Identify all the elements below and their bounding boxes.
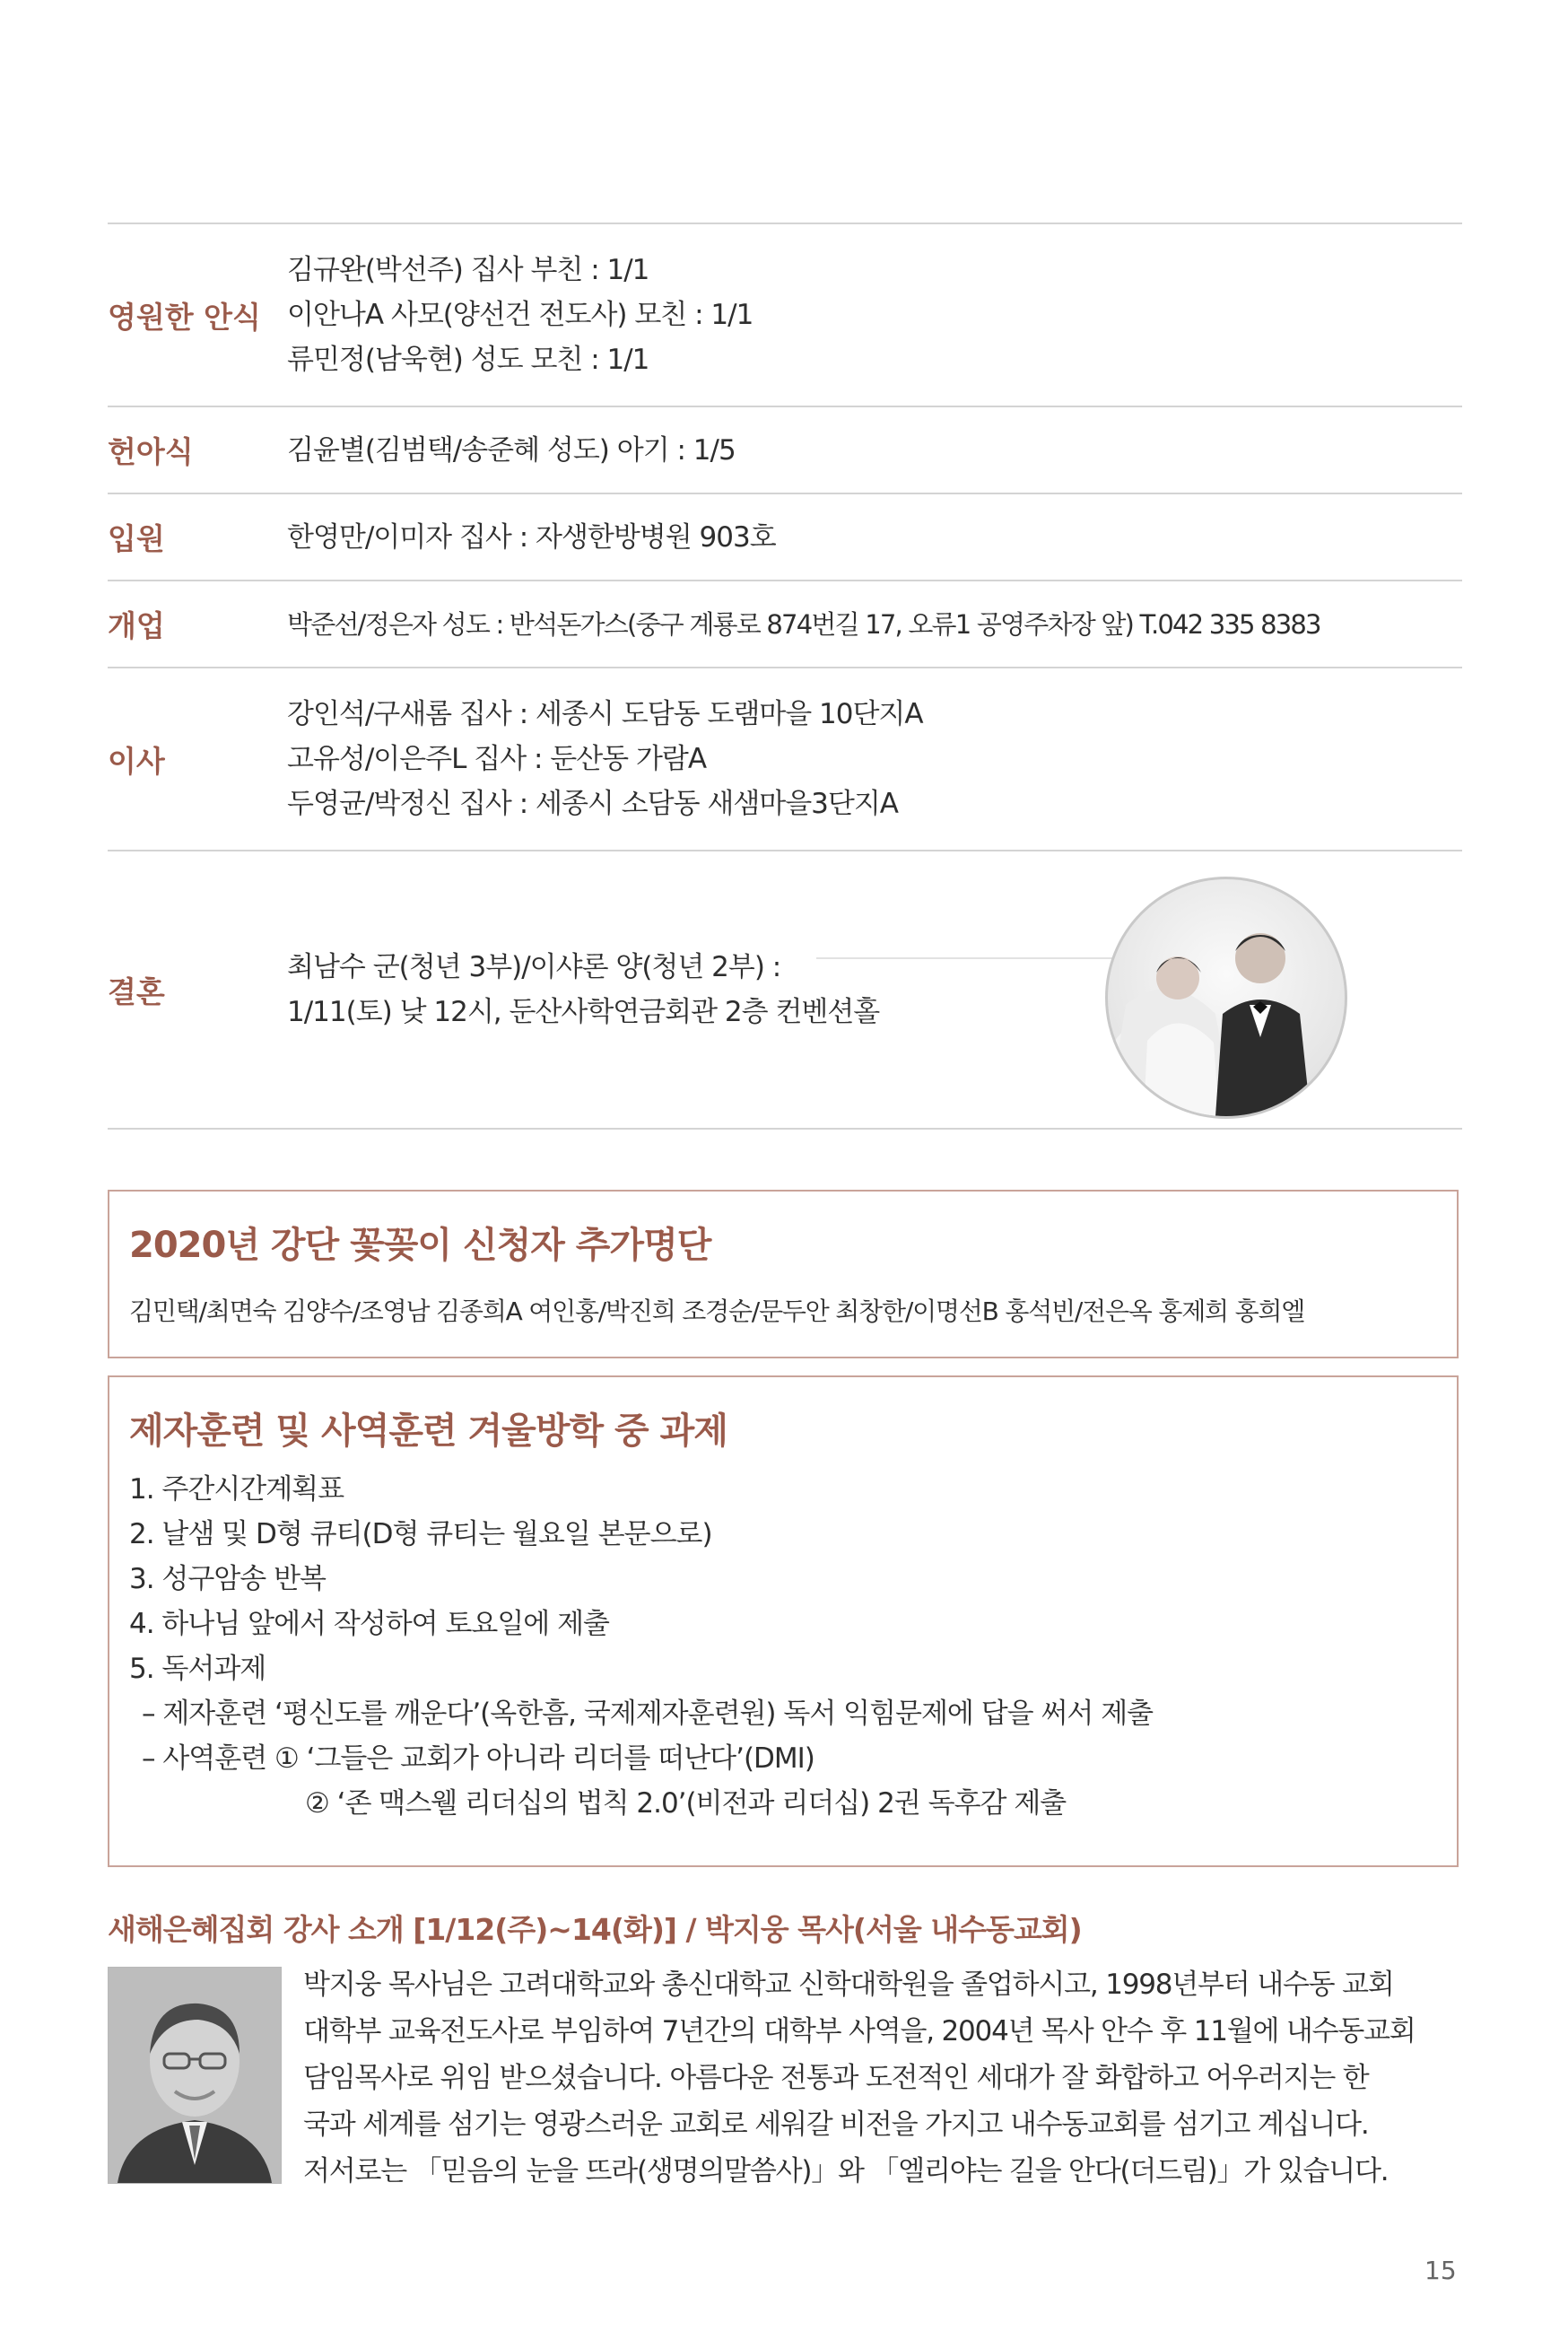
category-content bbox=[287, 428, 1462, 473]
training-item: 5. 독서과제 bbox=[129, 1653, 266, 1685]
content-line: 1/11(토) 낮 12시, 둔산사학연금회관 2층 컨벤션홀 bbox=[287, 996, 880, 1028]
wedding-couple-illustration bbox=[1108, 879, 1345, 1116]
category-content bbox=[287, 515, 1462, 560]
category-label: 개업 bbox=[108, 608, 165, 643]
speaker-portrait bbox=[108, 1967, 282, 2184]
content-line: 한영만/이미자 집사 : 자생한방병원 903호 bbox=[287, 520, 776, 554]
training-item: 1. 주간시간계획표 bbox=[129, 1473, 344, 1506]
speaker-bio bbox=[303, 1961, 1462, 2195]
flower-donor-title: 2020년 강단 꽃꽂이 신청자 추가명단 bbox=[129, 1225, 711, 1266]
speaker-portrait-illustration bbox=[109, 1968, 281, 2183]
category-label: 결혼 bbox=[108, 973, 165, 1009]
content-line: 박준선/정은자 성도 : 반석돈가스(중구 계룡로 874번길 17, 오류1 공영주차장 앞) T.042 335 8383 bbox=[287, 608, 1320, 640]
content-line: 강인석/구새롬 집사 : 세종시 도담동 도램마을 10단지A bbox=[287, 698, 923, 730]
news-row-wedding bbox=[108, 850, 1462, 1130]
content-line: 두영균/박정신 집사 : 세종시 소담동 새샘마을3단지A bbox=[287, 788, 899, 820]
news-row-moving bbox=[108, 667, 1462, 850]
flower-donor-names: 김민택/최면숙 김양수/조영남 김종희A 여인홍/박진희 조경순/문두안 최창한/이명선B 홍석빈/전은옥 홍제희 홍희엘 bbox=[129, 1296, 1305, 1326]
news-row-hospital bbox=[108, 493, 1462, 580]
training-title: 제자훈련 및 사역훈련 겨울방학 중 과제 bbox=[129, 1410, 727, 1452]
training-item: – 사역훈련 ① ‘그들은 교회가 아니라 리더를 떠난다’(DMI) bbox=[142, 1742, 814, 1775]
category-label: 영원한 안식 bbox=[108, 299, 261, 335]
category-label: 헌아식 bbox=[108, 434, 194, 469]
news-list bbox=[108, 223, 1462, 1130]
bio-line: 저서로는 「믿음의 눈을 뜨라(생명의말씀사)」와 「엘리야는 길을 안다(더드림)」가 있습니다. bbox=[303, 2155, 1389, 2187]
training-item: ② ‘존 맥스웰 리더십의 법칙 2.0’(비전과 리더십) 2권 독후감 제출 bbox=[305, 1787, 1067, 1820]
category-content bbox=[287, 248, 1462, 382]
news-row-condolence bbox=[108, 223, 1462, 406]
content-line: 김규완(박선주) 집사 부친 : 1/1 bbox=[287, 254, 649, 286]
category-label: 이사 bbox=[108, 743, 165, 779]
leader-line bbox=[816, 957, 1139, 959]
training-item: – 제자훈련 ‘평신도를 깨운다’(옥한흠, 국제제자훈련원) 독서 익힘문제에 답을 써서 제출 bbox=[142, 1698, 1154, 1730]
content-line: 고유성/이은주L 집사 : 둔산동 가람A bbox=[287, 743, 707, 775]
training-item: 2. 날샘 및 D형 큐티(D형 큐티는 월요일 본문으로) bbox=[129, 1518, 712, 1550]
category-label: 입원 bbox=[108, 521, 165, 556]
content-line: 김윤별(김범택/송준혜 성도) 아기 : 1/5 bbox=[287, 433, 736, 467]
wedding-photo bbox=[1105, 877, 1347, 1119]
flower-donor-box bbox=[108, 1190, 1459, 1358]
page-number: 15 bbox=[1424, 2256, 1457, 2285]
category-content bbox=[287, 692, 1462, 826]
news-row-dedication bbox=[108, 406, 1462, 493]
training-assignment-box bbox=[108, 1375, 1459, 1867]
training-item: 3. 성구암송 반복 bbox=[129, 1563, 326, 1595]
training-item: 4. 하나님 앞에서 작성하여 토요일에 제출 bbox=[129, 1608, 609, 1640]
content-line: 최남수 군(청년 3부)/이샤론 양(청년 2부) : bbox=[287, 951, 781, 983]
speaker-intro-title: 새해은혜집회 강사 소개 [1/12(주)~14(화)] / 박지웅 목사(서울 내수동교회) bbox=[108, 1912, 1082, 1947]
bio-line: 박지웅 목사님은 고려대학교와 총신대학교 신학대학원을 졸업하시고, 1998년부터 내수동 교회 bbox=[303, 1969, 1394, 2001]
news-row-business-opening bbox=[108, 580, 1462, 667]
bio-line: 대학부 교육전도사로 부임하여 7년간의 대학부 사역을, 2004년 목사 안수 후 11월에 내수동교회 bbox=[303, 2015, 1416, 2047]
bio-line: 담임목사로 위임 받으셨습니다. 아름다운 전통과 도전적인 세대가 잘 화합하고 어우러지는 한 bbox=[303, 2062, 1369, 2094]
content-line: 이안나A 사모(양선건 전도사) 모친 : 1/1 bbox=[287, 299, 754, 331]
content-line: 류민정(남욱현) 성도 모친 : 1/1 bbox=[287, 344, 649, 376]
bio-line: 국과 세계를 섬기는 영광스러운 교회로 세워갈 비전을 가지고 내수동교회를 섬기고 계십니다. bbox=[303, 2108, 1369, 2141]
category-content bbox=[287, 602, 1462, 647]
training-list bbox=[129, 1467, 1153, 1826]
